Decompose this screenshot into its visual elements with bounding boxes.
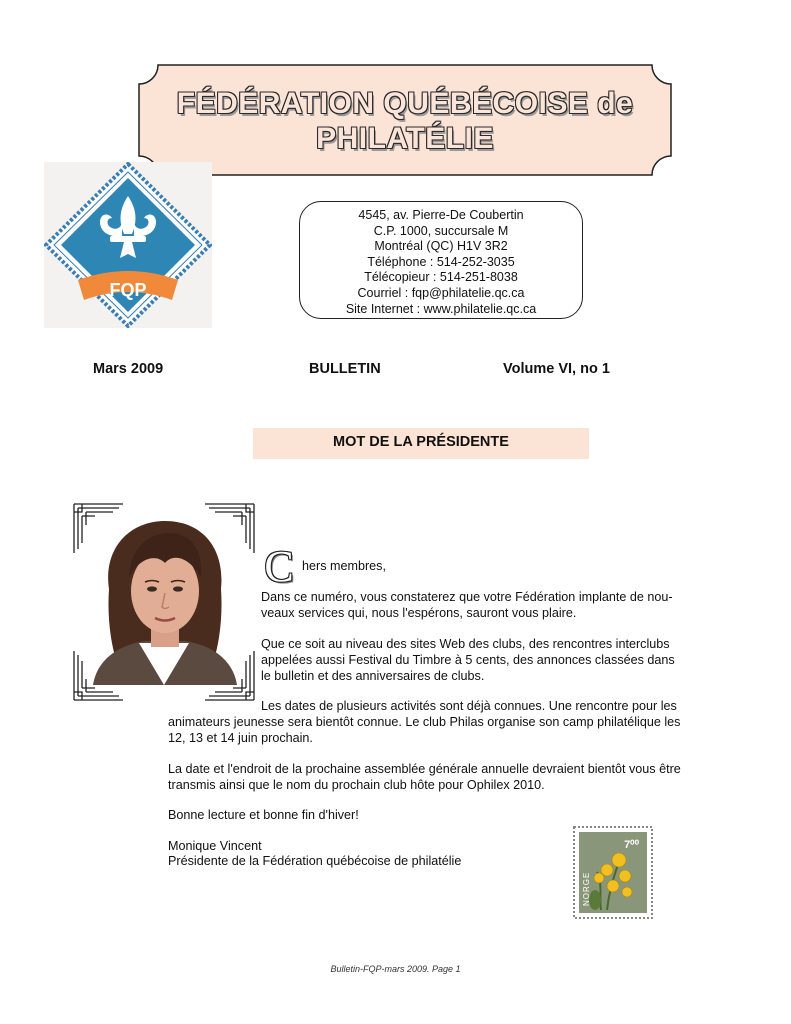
issue-type: BULLETIN — [309, 361, 381, 377]
issue-date: Mars 2009 — [93, 361, 164, 377]
greeting: hers membres, — [302, 559, 386, 573]
stamp-country: NORGE — [582, 871, 591, 906]
signature-title: Présidente de la Fédération québécoise de philatélie — [168, 854, 462, 868]
title-line-1: FÉDÉRATION QUÉBÉCOISE de — [176, 87, 634, 120]
email-line: Courriel : fqp@philatelie.qc.ca — [357, 285, 525, 300]
paragraph-line: animateurs jeunesse sera bientôt connue. Le club Philas organise son camp philatélique les — [168, 715, 681, 729]
closing: Bonne lecture et bonne fin d'hiver! — [168, 808, 359, 822]
paragraph-line: appelées aussi Festival du Timbre à 5 cents, des annonces classées dans — [261, 653, 675, 667]
fqp-logo — [44, 162, 212, 328]
paragraph-line: veaux services qui, nous l'espérons, sauront vous plaire. — [261, 606, 577, 620]
paragraph-line: 12, 13 et 14 juin prochain. — [168, 731, 313, 745]
title-line-2: PHILATÉLIE — [316, 122, 494, 155]
flower-stamp — [573, 826, 653, 919]
address-box — [299, 201, 583, 319]
logo-letters: FQP — [109, 280, 147, 300]
paragraph-line: transmis ainsi que le nom du prochain club hôte pour Ophilex 2010. — [168, 778, 545, 792]
address-line: 4545, av. Pierre-De Coubertin — [358, 208, 524, 222]
paragraph-line: La date et l'endroit de la prochaine assemblée générale annuelle devraient bientôt vous être — [168, 762, 681, 776]
paragraph-line: Les dates de plusieurs activités sont déjà connues. Une rencontre pour les — [261, 699, 677, 713]
fax-line: Télécopieur : 514-251-8038 — [364, 270, 518, 285]
website-line: Site Internet : www.philatelie.qc.ca — [345, 301, 537, 316]
signature-name: Monique Vincent — [168, 839, 262, 853]
drop-cap: C — [264, 542, 294, 591]
organization-title — [138, 86, 672, 156]
section-title: MOT DE LA PRÉSIDENTE — [253, 428, 589, 459]
paragraph-line: Que ce soit au niveau des sites Web des clubs, des rencontres interclubs — [261, 637, 670, 651]
phone-line: Téléphone : 514-252-3035 — [367, 254, 515, 269]
president-portrait — [89, 519, 239, 685]
paragraph-line: le bulletin et des anniversaires de clubs. — [261, 669, 485, 683]
issue-volume: Volume VI, no 1 — [503, 361, 610, 377]
title-banner — [138, 64, 672, 176]
address-line: C.P. 1000, succursale M — [373, 223, 509, 238]
address-line: Montréal (QC) H1V 3R2 — [374, 239, 508, 254]
paragraph-line: Dans ce numéro, vous constaterez que votre Fédération implante de nou- — [261, 590, 673, 604]
page-footer: Bulletin-FQP-mars 2009. Page 1 — [330, 964, 461, 974]
stamp-value: 7⁰⁰ — [624, 839, 639, 851]
